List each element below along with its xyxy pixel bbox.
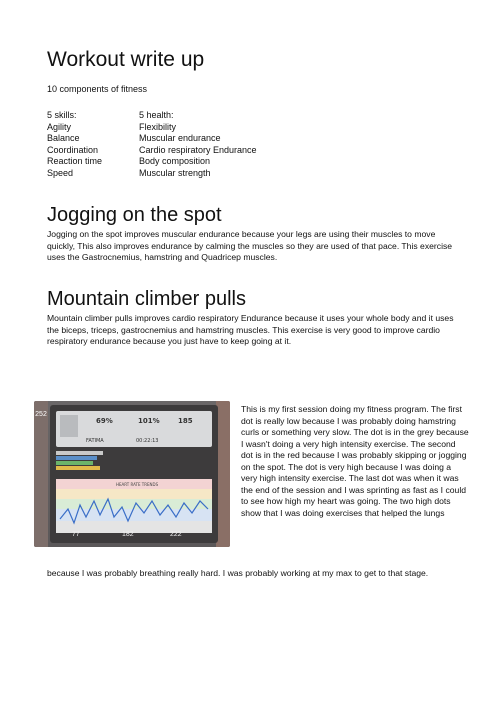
table-row (47, 168, 257, 180)
table-row (47, 122, 257, 134)
zone-bar-green (56, 461, 93, 465)
footer-value-3: 222 (170, 531, 182, 538)
health-cell: Muscular endurance (139, 133, 221, 143)
photo-right-edge (216, 401, 230, 547)
user-name: FATIMA (86, 438, 104, 444)
section-body-jogging: Jogging on the spot improves muscular endurance because your legs are using their muscles to move quickly, This also improves endurance by calming the muscles so they are used of that pace. This exercise uses the Gastrocnemius, hamstring and Quadricep muscles. (47, 229, 453, 262)
photo-description: This is my first session doing my fitness program. The first dot is really low because I was probably doing hamstring curls or something very slow. The dot is in the grey because I wasn't doing a very high intensity exercise. The second dot is in the red because I was probably skipping or jogging on the spot. The dot is very high because I was doing a very high intensity exercise. The last dot was when it was the end of the session and I was sprinting as fast as I could to see how high my heart was going. The two high dots show that I was doing exercises that helped the lungs (241, 404, 469, 518)
skill-cell: Agility (47, 121, 72, 132)
skill-cell: Reaction time (47, 156, 103, 166)
zone-blue-band (56, 509, 212, 521)
stat-value: 101% (138, 417, 160, 425)
fitness-components-table (47, 110, 257, 179)
photo-description-continued: because I was probably breathing really hard. I was probably working at my max to get to that stage. (47, 568, 429, 578)
health-cell: Muscular strength (139, 167, 211, 178)
zone-bar-blue (56, 456, 97, 460)
health-cell: Cardio respiratory Endurance (139, 144, 257, 155)
stat-value: 69% (96, 417, 113, 425)
health-cell: Flexibility (139, 121, 177, 132)
health-header: 5 health: (139, 110, 174, 120)
page-title: Workout write up (47, 48, 205, 71)
skills-header: 5 skills: (47, 110, 77, 120)
stat-value: 185 (178, 417, 193, 425)
heart-rate-graph-svg (56, 479, 212, 533)
graph-title: HEART RATE TRENDS (116, 482, 159, 487)
photo-footer-values (52, 529, 202, 541)
screen-stats-bar (56, 411, 212, 447)
zone-yellow-band (56, 489, 212, 499)
health-cell: Body composition (139, 156, 211, 166)
footer-value-1: 77 (72, 531, 80, 538)
photo-left-edge (34, 401, 48, 547)
table-row (47, 133, 257, 145)
zone-bar-yellow (56, 466, 100, 470)
tablet-screen (50, 405, 218, 543)
skill-cell: Balance (47, 133, 80, 143)
heart-rate-graph (56, 479, 212, 533)
section-body-mountain-climber: Mountain climber pulls improves cardio respiratory Endurance because it uses your whole body and it uses the biceps, triceps, gastrocnemius and hamstring muscles. This exercise is very good to improve cardio respiratory endurance because you just have to keep going at it. (47, 313, 454, 346)
session-time: 00:22:13 (136, 438, 159, 444)
heart-rate-photo (34, 401, 230, 547)
stat-percent-1 (96, 417, 113, 425)
footer-value-2: 182 (122, 531, 134, 538)
avatar (60, 415, 78, 437)
section-heading-jogging: Jogging on the spot (47, 204, 222, 226)
stat-heart-rate (178, 417, 193, 425)
zone-bar-grey (56, 451, 103, 455)
table-header-row (47, 110, 257, 122)
subtitle: 10 components of fitness (47, 84, 148, 94)
skill-cell: Speed (47, 167, 74, 178)
stat-percent-2 (138, 417, 160, 425)
photo-left-number: 252 (35, 411, 47, 418)
zone-bars (56, 451, 212, 475)
table-row (47, 156, 257, 168)
skill-cell: Coordination (47, 144, 99, 155)
table-row (47, 145, 257, 157)
section-heading-mountain-climber: Mountain climber pulls (47, 288, 246, 310)
